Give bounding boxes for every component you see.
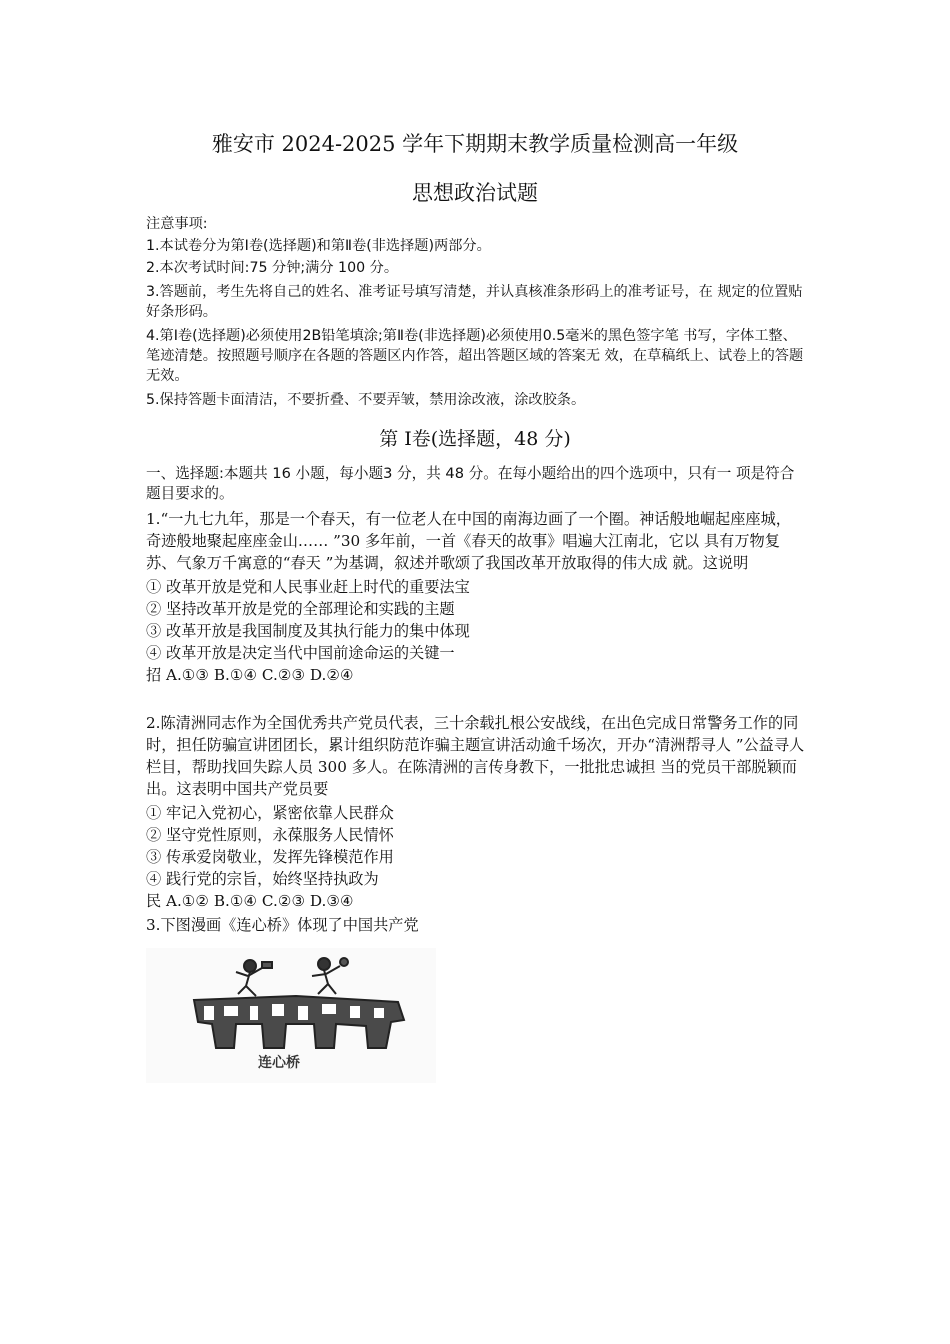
notes-block (146, 214, 806, 410)
exam-subject-title: 思想政治试题 (412, 181, 538, 205)
bridge-cartoon (146, 948, 436, 1083)
question-3 (146, 914, 806, 936)
note-item: 2.本次考试时间:75 分钟;满分 100 分。 (146, 260, 399, 276)
section-instruction: 一、选择题:本题共 16 小题，每小题3 分，共 48 分。在每小题给出的四个选项中，只有一 项是符合题目要求的。 (146, 465, 795, 502)
option-item: ① 改革开放是党和人民事业赶上时代的重要法宝 (146, 578, 470, 596)
exam-title: 雅安市 2024-2025 学年下期期末教学质量检测高一年级 (211, 132, 739, 156)
answer-choices: 民 A.①② B.①④ C.②③ D.③④ (146, 892, 354, 910)
section-title: 第 Ⅰ卷(选择题，48 分) (379, 428, 571, 450)
cartoon-caption: 连心桥 (258, 1055, 300, 1071)
note-item: 3.答题前，考生先将自己的姓名、准考证号填写清楚，并认真核准条形码上的准考证号，在 规定的位置贴好条形码。 (146, 284, 803, 320)
option-item: ② 坚守党性原则，永葆服务人民情怀 (146, 826, 394, 844)
question-stem: 3.下图漫画《连心桥》体现了中国共产党 (146, 916, 419, 934)
question-stem: 2.陈清洲同志作为全国优秀共产党员代表，三十余载扎根公安战线，在出色完成日常警务工作的同时，担任防骗宣讲团团长，累计组织防范诈骗主题宣讲活动逾千场次，开办“清洲帮寻人 ”公益寻人栏目，帮助找回失踪人员 300 多人。在陈清洲的言传身教下，一批批忠诚担 当的党员干部脱颖而出。这表明中国共产党员要 (146, 714, 805, 798)
option-item: ④ 改革开放是决定当代中国前途命运的关键一 (146, 644, 455, 662)
option-item: ③ 传承爱岗敬业，发挥先锋模范作用 (146, 848, 394, 866)
note-item: 1.本试卷分为第Ⅰ卷(选择题)和第Ⅱ卷(非选择题)两部分。 (146, 238, 491, 254)
note-item: 5.保持答题卡面清洁，不要折叠、不要弄皱，禁用涂改液，涂改胶条。 (146, 392, 586, 408)
option-item: ② 坚持改革开放是党的全部理论和实践的主题 (146, 600, 455, 618)
question-stem: 1.“一九七九年，那是一个春天，有一位老人在中国的南海边画了一个圈。神话般地崛起座座城，奇迹般地聚起座座金山…… ”30 多年前，一首《春天的故事》唱遍大江南北，它以 具有万物复苏、气象万千寓意的“春天 ”为基调，叙述并歌颂了我国改革开放取得的伟大成 就。这说明 (146, 510, 791, 572)
option-item: ④ 践行党的宗旨，始终坚持执政为 (146, 870, 379, 888)
question-1 (146, 508, 806, 686)
note-item: 4.第Ⅰ卷(选择题)必须使用2B铅笔填涂;第Ⅱ卷(非选择题)必须使用0.5毫米的黑色签字笔 书写，字体工整、笔迹清楚。按照题号顺序在各题的答题区内作答，超出答题区域的答案无 效，在草稿纸上、试卷上的答题无效。 (146, 328, 804, 384)
option-item: ③ 改革开放是我国制度及其执行能力的集中体现 (146, 622, 470, 640)
option-item: ① 牢记入党初心，紧密依靠人民群众 (146, 804, 394, 822)
notes-heading: 注意事项: (146, 216, 208, 232)
question-2 (146, 712, 806, 912)
answer-choices: 招 A.①③ B.①④ C.②③ D.②④ (146, 666, 354, 684)
